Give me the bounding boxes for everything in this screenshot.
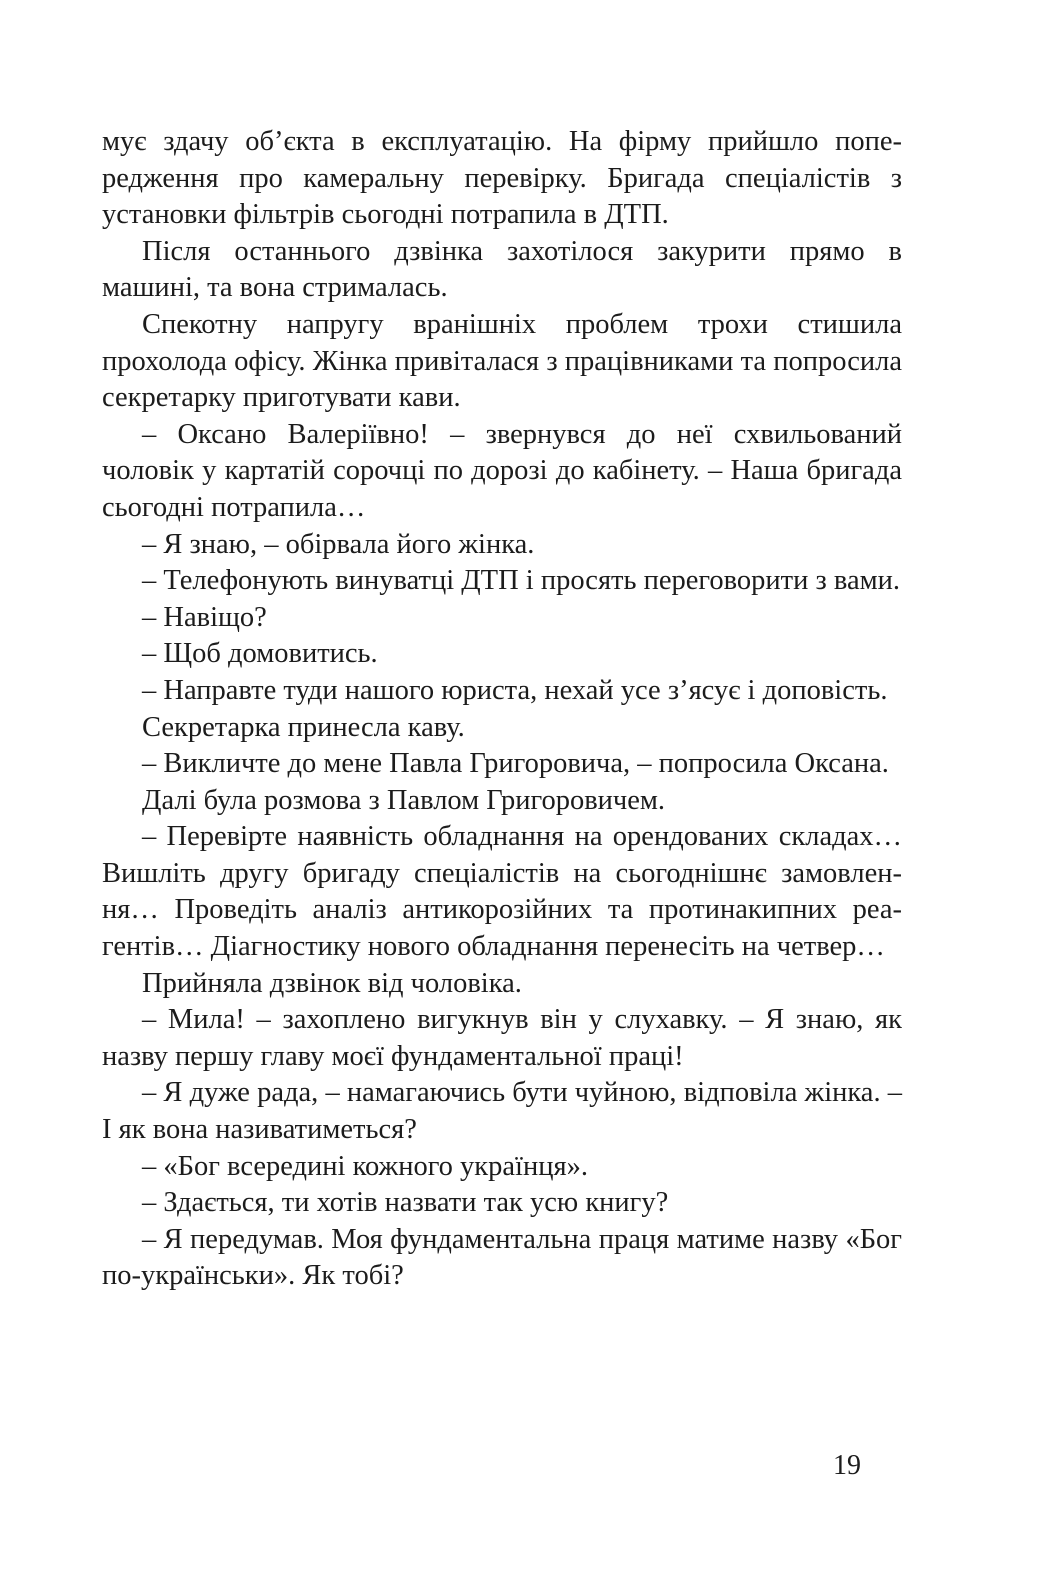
paragraph: Спекотну напругу вранішніх проблем трохи стишила прохолода офісу. Жінка привіталася з працівниками та попросила секретарку приготувати кави. [102,308,902,414]
paragraph: Після останнього дзвінка захотілося закурити прямо в машині, та вона стрималась. [102,235,902,304]
paragraph: Прийняла дзвінок від чоловіка. [142,967,522,999]
dialogue-line: – Щоб домовитись. [142,638,378,670]
dialogue-line: – Телефонують винуватці ДТП і просять переговорити з вами. [142,565,901,597]
paragraph: Далі була розмова з Павлом Григоровичем. [142,784,666,816]
dialogue-line: – Перевірте наявність обладнання на орендованих складах… Вишліть другу бригаду спеціалістів на сьогоднішнє замовлення… Проведіть аналіз антикорозійних та протинакипних реагентів… Діагностику нового обладнання перенесіть на четвер… [102,821,902,963]
dialogue-line: – Здається, ти хотів назвати так усю книгу? [142,1187,669,1219]
dialogue-line: – Навіщо? [142,601,267,633]
dialogue-line: – «Бог всередині кожного українця». [142,1150,588,1182]
dialogue-line: – Я передумав. Моя фундаментальна праця матиме назву «Бог по-українськи». Як тобі? [102,1223,902,1292]
dialogue-line: – Направте туди нашого юриста, нехай усе з’ясує і доповість. [142,674,888,706]
paragraph: мує здачу об’єкта в експлуатацію. На фірму прийшло попередження про камеральну перевірку. Бригада спеціалістів з установки фільтрів сьогодні потрапила в ДТП. [102,126,902,231]
dialogue-line: – Мила! – захоплено вигукнув він у слухавку. – Я знаю, як назву першу главу моєї фундаментальної праці! [102,1004,902,1072]
paragraph: Секретарка принесла каву. [142,711,465,743]
body-text [102,124,902,1295]
dialogue-line: – Оксано Валеріївно! – звернувся до неї схвильований чоловік у картатій сорочці по дорозі до кабінету. – Наша бригада сьогодні потрапила… [102,418,902,523]
dialogue-line: – Я дуже рада, – намагаючись бути чуйною, відповіла жінка. – І як вона називатиметься? [102,1077,902,1146]
dialogue-line: – Я знаю, – обірвала його жінка. [142,528,535,560]
dialogue-line: – Викличте до мене Павла Григоровича, – попросила Оксана. [142,748,889,780]
page-number: 19 [833,1450,861,1481]
